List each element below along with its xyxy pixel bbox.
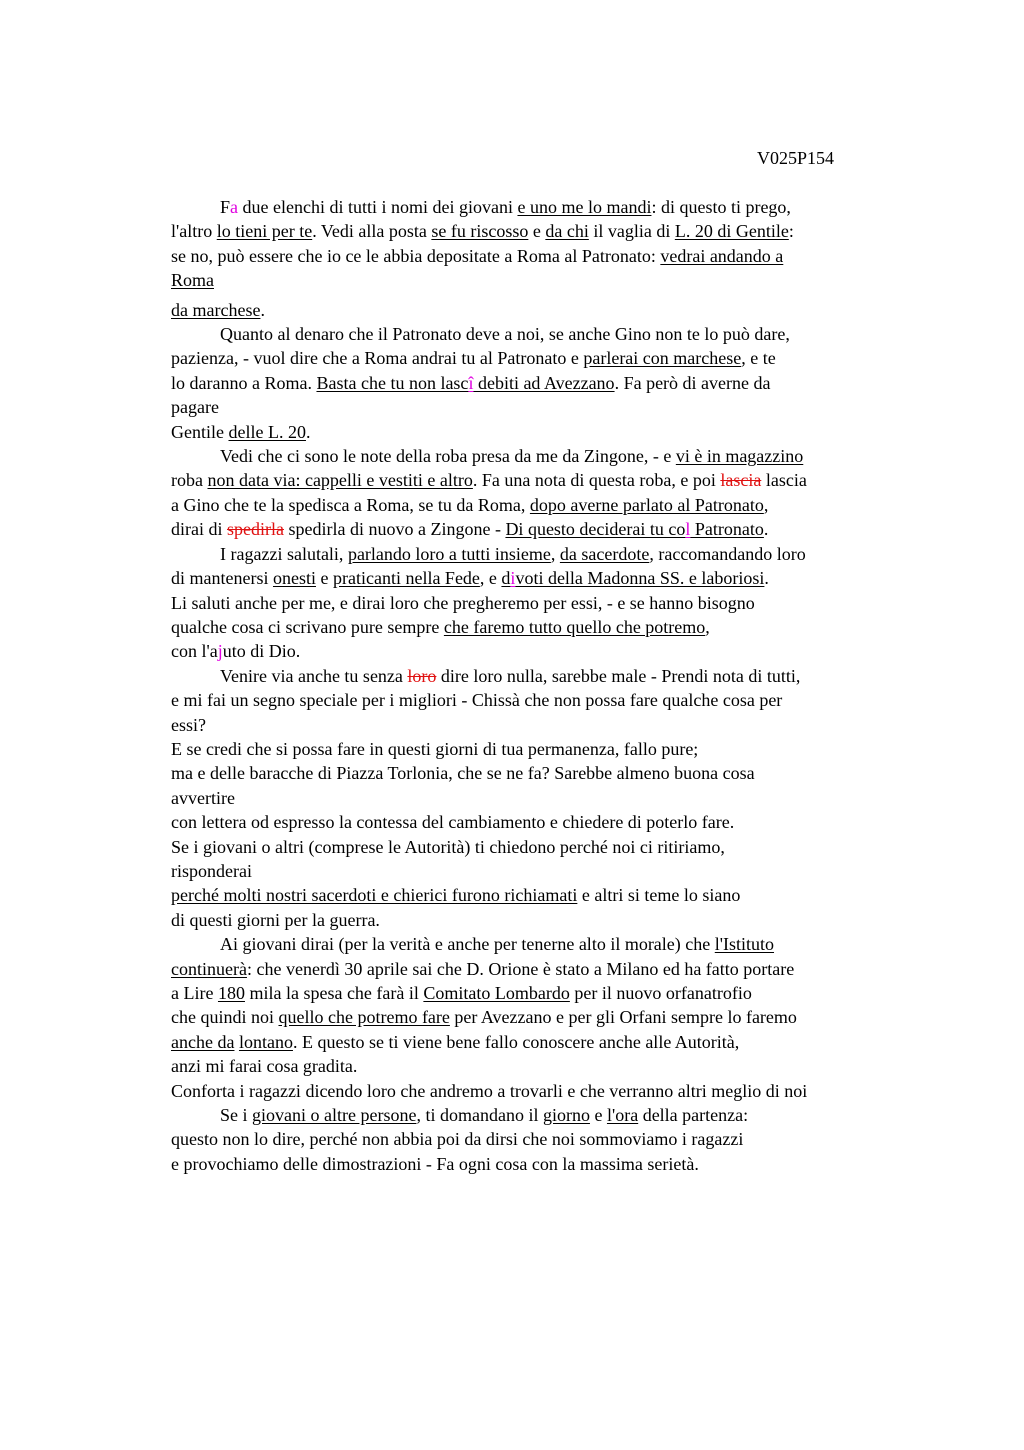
underlined-text: delle L. 20	[228, 421, 306, 442]
text-line	[171, 688, 931, 712]
underlined-text: parlando loro a tutti insieme	[347, 543, 551, 564]
underlined-text: continuerà	[171, 958, 247, 979]
underlined-text: Roma	[171, 270, 214, 291]
text-line	[171, 786, 931, 810]
text-line	[171, 444, 931, 468]
text-line	[171, 420, 931, 444]
text-segment: che quindi noi	[171, 1007, 279, 1028]
text-segment: ,	[550, 543, 560, 564]
text-segment: Venire via anche tu senza	[220, 665, 408, 686]
text-segment: : di questo ti prego,	[651, 197, 791, 217]
text-segment: , e te	[741, 348, 776, 369]
underlined-text: non data via: cappelli e vestiti e altro	[207, 470, 473, 491]
underlined-text: i	[510, 568, 516, 589]
text-line	[171, 981, 931, 1005]
text-segment: E se credi che si possa fare in questi giorni di tua permanenza, fallo pure;	[171, 738, 699, 759]
underlined-text: da marchese	[171, 299, 261, 320]
text-segment: . E questo se ti viene bene fallo conoscere anche alle Autorità,	[292, 1031, 740, 1052]
underlined-text: se fu riscosso	[431, 221, 529, 242]
text-segment: j	[217, 641, 223, 662]
text-line	[171, 859, 931, 883]
text-segment: ,	[763, 494, 769, 515]
text-line	[171, 1079, 931, 1103]
underlined-text: Di questo deciderai tu co	[505, 519, 686, 540]
text-segment: .	[305, 421, 311, 442]
text-segment: pagare	[171, 397, 219, 418]
text-segment: dirai di	[171, 519, 227, 540]
text-line	[171, 322, 931, 346]
underlined-text: praticanti nella Fede	[332, 568, 480, 589]
text-segment: ma e delle baracche di Piazza Torlonia, che se ne fa? Sarebbe almeno buona cosa	[171, 763, 755, 784]
text-segment: , e	[479, 568, 502, 589]
text-segment: Ai giovani dirai (per la verità e anche per tenerne alto il morale) che	[220, 934, 715, 955]
text-segment: e mi fai un segno speciale per i migliori - Chissà che non possa fare qualche cosa per	[171, 690, 783, 711]
underlined-text: da sacerdote	[559, 543, 650, 564]
deleted-text: loro	[407, 665, 437, 686]
text-line	[171, 1152, 931, 1176]
text-segment: .	[763, 519, 769, 540]
text-segment: roba	[171, 470, 208, 491]
underlined-text: Basta che tu non lasc	[316, 372, 469, 393]
text-line	[171, 468, 931, 492]
text-line	[171, 566, 931, 590]
underlined-text: giorno	[542, 1105, 590, 1126]
underlined-text: giovani o altre persone	[252, 1105, 417, 1126]
text-line	[171, 591, 931, 615]
text-segment: , raccomandando loro	[649, 543, 806, 564]
text-segment: con l'a	[171, 641, 218, 662]
underlined-text: lo tieni per te	[216, 221, 313, 242]
underlined-text: da chi	[545, 221, 589, 242]
text-line	[171, 395, 931, 419]
text-line	[171, 346, 931, 370]
text-line	[171, 810, 931, 834]
text-segment: .	[260, 299, 265, 320]
underlined-text: che faremo tutto quello che potremo	[443, 616, 706, 637]
text-segment: essi?	[171, 714, 206, 735]
underlined-text: debiti ad Avezzano	[473, 372, 615, 393]
deleted-text: lascia	[720, 470, 762, 491]
text-line	[171, 542, 931, 566]
text-line	[171, 1103, 931, 1127]
text-segment: qualche cosa ci scrivano pure sempre	[171, 616, 444, 637]
underlined-text: l	[685, 519, 691, 540]
text-segment: con lettera od espresso la contessa del cambiamento e chiedere di poterlo fare.	[171, 812, 735, 833]
text-segment: Li saluti anche per me, e dirai loro che pregheremo per essi, - e se hanno bisogno	[171, 592, 755, 613]
text-line	[171, 268, 931, 292]
text-line	[171, 737, 931, 761]
text-segment: per il nuovo orfanatrofio	[569, 983, 752, 1003]
text-segment: il vaglia di	[588, 221, 675, 242]
text-segment: .	[764, 568, 769, 589]
text-segment: ,	[705, 616, 710, 637]
text-line	[171, 1127, 931, 1151]
text-line	[171, 298, 931, 322]
text-segment: . Fa una nota di questa roba, e poi	[472, 470, 721, 491]
text-line	[171, 908, 931, 932]
text-segment: Se i giovani o altri (comprese le Autorità) ti chiedono perché noi ci ritiriamo,	[171, 836, 725, 857]
underlined-text: î	[468, 372, 474, 393]
text-segment: e	[528, 221, 546, 242]
text-segment: : che venerdì 30 aprile sai che D. Orione è stato a Milano ed ha fatto portare	[246, 958, 795, 979]
text-segment: di questi giorni per la guerra.	[171, 909, 380, 930]
underlined-text: L. 20 di Gentile	[674, 221, 789, 242]
text-line	[171, 1030, 931, 1054]
underlined-text: quello che potremo fare	[278, 1007, 450, 1028]
text-segment: e	[589, 1105, 607, 1126]
text-line	[171, 1005, 931, 1029]
underlined-text: d	[501, 568, 511, 589]
underlined-text: vedrai andando a	[660, 245, 784, 266]
text-segment: di mantenersi	[171, 568, 273, 589]
text-segment: a Gino che te la spedisca a Roma, se tu da Roma,	[171, 494, 530, 515]
underlined-text: dopo averne parlato al Patronato	[529, 494, 764, 515]
text-segment: Conforta i ragazzi dicendo loro che andremo a trovarli e che verranno altri meglio di noi	[171, 1080, 808, 1101]
text-segment: per Avezzano e per gli Orfani sempre lo faremo	[449, 1007, 797, 1028]
text-line	[171, 493, 931, 517]
text-line	[171, 244, 931, 268]
text-segment: Se i	[220, 1105, 253, 1126]
text-line	[171, 615, 931, 639]
text-segment: Vedi che ci sono le note della roba presa da me da Zingone, - e	[220, 446, 676, 467]
text-segment: dire loro nulla, sarebbe male - Prendi nota di tutti,	[436, 665, 801, 686]
text-line	[171, 664, 931, 688]
underlined-text: parlerai con marchese	[583, 348, 742, 369]
text-line	[171, 219, 931, 243]
deleted-text: spedirla	[227, 519, 284, 540]
text-segment: spedirla di nuovo a Zingone -	[283, 519, 506, 540]
text-segment: e provochiamo delle dimostrazioni - Fa ogni cosa con la massima serietà.	[171, 1153, 699, 1174]
underlined-text: perché molti nostri sacerdoti e chierici furono richiamati	[171, 885, 578, 906]
text-line	[171, 371, 931, 395]
letter-body	[171, 195, 931, 1176]
text-line	[171, 932, 931, 956]
text-segment: a	[230, 197, 239, 217]
text-segment: anzi mi farai cosa gradita.	[171, 1056, 358, 1077]
underlined-text: vi è in magazzino	[675, 446, 804, 467]
underlined-text: lontano	[238, 1031, 293, 1052]
text-segment: , ti domandano il	[416, 1105, 543, 1126]
text-segment: se no, può essere che io ce le abbia depositate a Roma al Patronato:	[171, 245, 661, 266]
text-segment: pazienza, - vuol dire che a Roma andrai tu al Patronato e	[171, 348, 584, 369]
text-line	[171, 761, 931, 785]
text-line	[171, 639, 931, 663]
underlined-text: l'ora	[606, 1105, 639, 1126]
text-segment: I ragazzi salutali,	[220, 543, 348, 564]
text-line	[171, 883, 931, 907]
text-line	[171, 835, 931, 859]
text-segment: a Lire	[171, 983, 218, 1003]
text-line	[171, 957, 931, 981]
underlined-text: onesti	[272, 568, 316, 589]
text-segment: avvertire	[171, 787, 235, 808]
text-line	[171, 517, 931, 541]
text-segment: . Fa però di averne da	[614, 372, 771, 393]
text-segment: uto di Dio.	[222, 641, 301, 662]
text-segment: . Vedi alla posta	[312, 221, 432, 242]
text-segment: Quanto al denaro che il Patronato deve a noi, se anche Gino non te lo può dare,	[220, 324, 790, 345]
text-segment: mila la spesa che farà il	[244, 983, 424, 1003]
underlined-text: e uno me lo mandi	[517, 197, 652, 217]
text-line	[171, 195, 931, 219]
text-line	[171, 713, 931, 737]
underlined-text: anche da	[171, 1031, 235, 1052]
text-segment: lo daranno a Roma.	[171, 372, 317, 393]
text-segment: F	[220, 197, 231, 217]
text-segment: l'altro	[171, 221, 217, 242]
text-line	[171, 1054, 931, 1078]
text-segment: questo non lo dire, perché non abbia poi da dirsi che noi sommoviamo i ragazzi	[171, 1129, 744, 1150]
text-segment: :	[788, 221, 794, 242]
underlined-text: Patronato	[690, 519, 764, 540]
text-segment: risponderai	[171, 860, 252, 881]
text-segment: lascia	[761, 470, 807, 491]
underlined-text: voti della Madonna SS. e laboriosi	[515, 568, 765, 589]
page-identifier: V025P154	[757, 148, 835, 168]
text-segment: Gentile	[171, 421, 229, 442]
underlined-text: l'Istituto	[714, 934, 775, 955]
text-segment: due elenchi di tutti i nomi dei giovani	[238, 197, 518, 217]
text-segment: e	[315, 568, 333, 589]
text-segment: della partenza:	[638, 1105, 749, 1126]
underlined-text: Comitato Lombardo	[423, 983, 570, 1003]
text-segment: e altri si teme lo siano	[577, 885, 741, 906]
underlined-text: 180	[217, 983, 245, 1003]
